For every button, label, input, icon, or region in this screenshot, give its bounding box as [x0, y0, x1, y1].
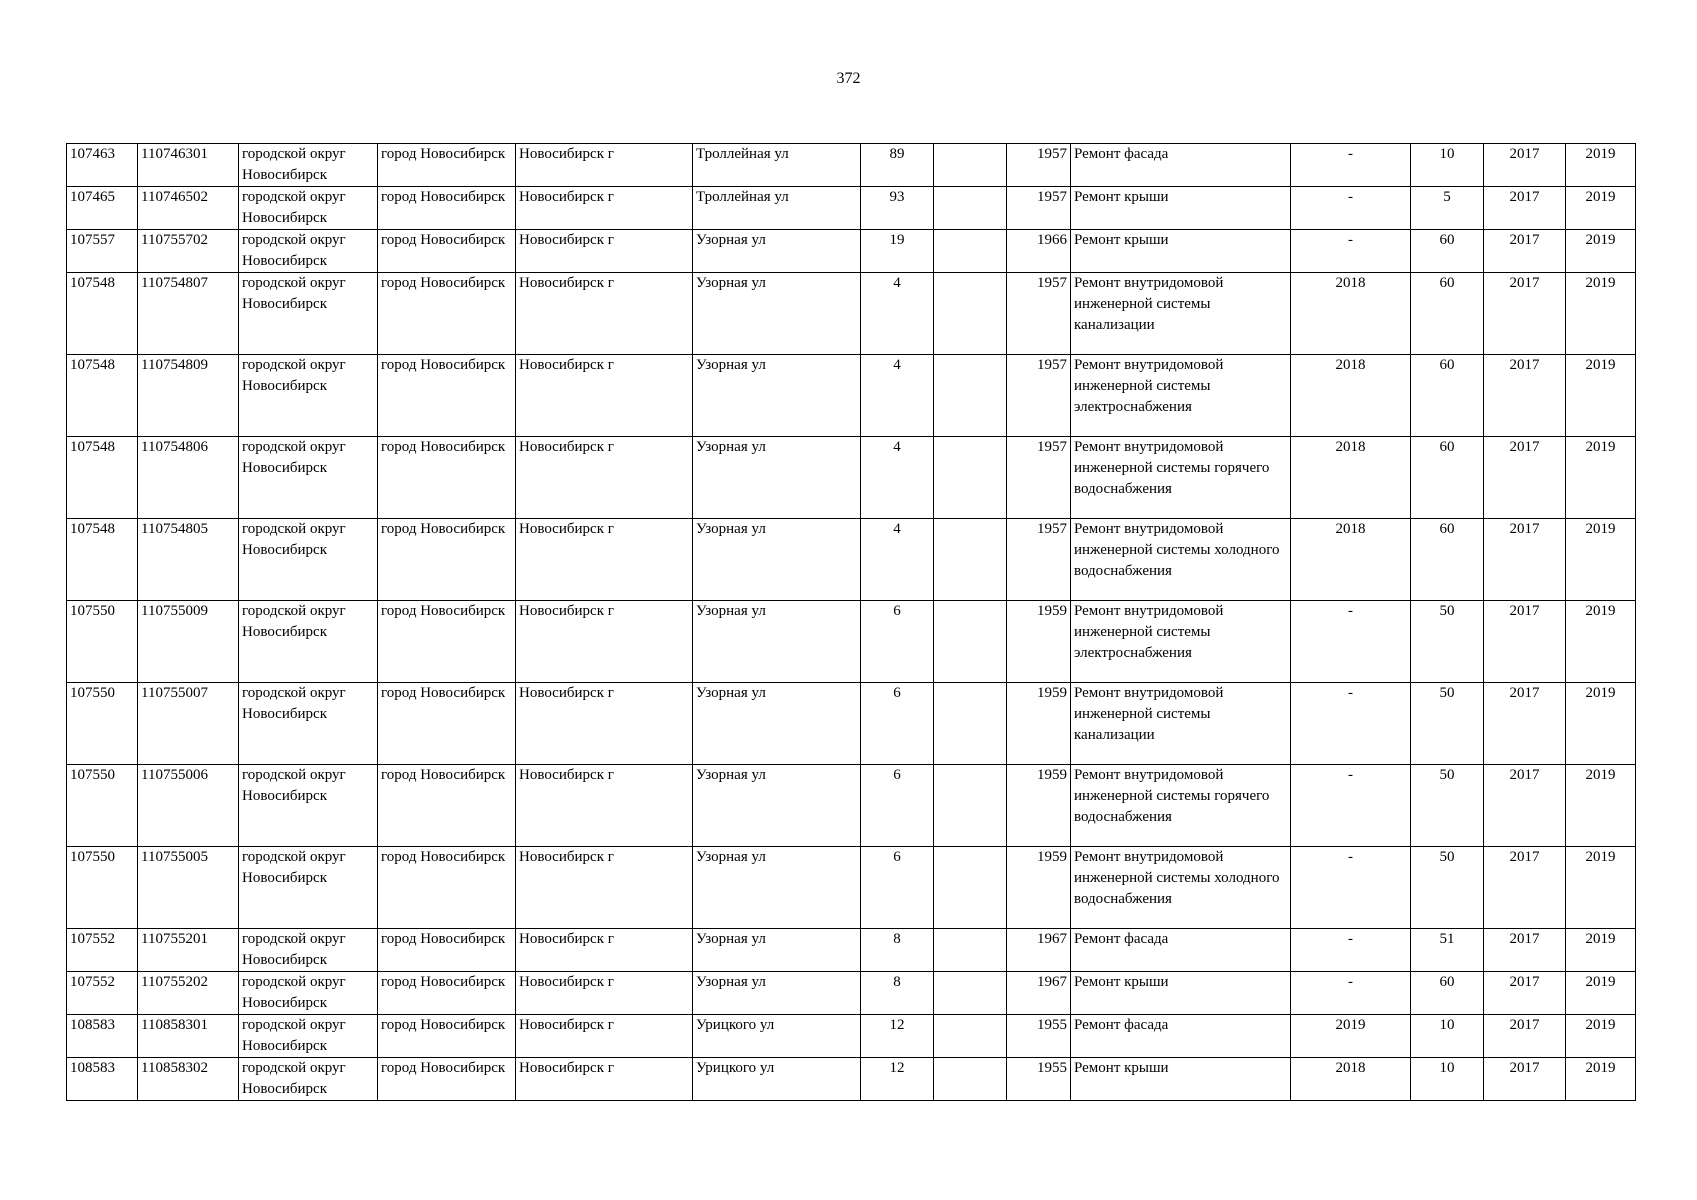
construction-year-cell: 1957	[1007, 519, 1071, 601]
construction-year-cell: 1967	[1007, 929, 1071, 972]
plan-start-year-cell: 2017	[1484, 847, 1566, 929]
construction-year-cell: 1967	[1007, 972, 1071, 1015]
plan-end-year-cell: 2019	[1566, 765, 1636, 847]
table-row	[67, 437, 1636, 519]
work-type-cell: Ремонт внутридомовой инженерной системы электроснабжения	[1071, 601, 1291, 683]
plan-start-year-cell: 2017	[1484, 519, 1566, 601]
settlement-cell: город Новосибирск	[378, 972, 516, 1015]
element-id-cell: 110755009	[138, 601, 239, 683]
house-number-cell: 6	[861, 683, 934, 765]
street-cell: Троллейная ул	[693, 144, 861, 187]
settlement-cell: город Новосибирск	[378, 519, 516, 601]
house-number-cell: 6	[861, 765, 934, 847]
municipal-district-cell: городской округ Новосибирск	[239, 929, 378, 972]
construction-year-cell: 1955	[1007, 1015, 1071, 1058]
settlement-cell: город Новосибирск	[378, 765, 516, 847]
table-row	[67, 273, 1636, 355]
building-id-cell: 107548	[67, 273, 138, 355]
table-row	[67, 144, 1636, 187]
house-number-cell: 8	[861, 972, 934, 1015]
settlement-cell: город Новосибирск	[378, 847, 516, 929]
plan-end-year-cell: 2019	[1566, 144, 1636, 187]
element-id-cell: 110755201	[138, 929, 239, 972]
element-id-cell: 110755006	[138, 765, 239, 847]
element-id-cell: 110755005	[138, 847, 239, 929]
building-block-cell	[934, 230, 1007, 273]
locality-cell: Новосибирск г	[516, 929, 693, 972]
plan-end-year-cell: 2019	[1566, 273, 1636, 355]
building-id-cell: 107550	[67, 847, 138, 929]
settlement-cell: город Новосибирск	[378, 187, 516, 230]
house-number-cell: 4	[861, 273, 934, 355]
building-id-cell: 108583	[67, 1015, 138, 1058]
plan-end-year-cell: 2019	[1566, 230, 1636, 273]
plan-start-year-cell: 2017	[1484, 765, 1566, 847]
element-id-cell: 110755702	[138, 230, 239, 273]
wear-percent-cell: 50	[1411, 847, 1484, 929]
building-block-cell	[934, 437, 1007, 519]
locality-cell: Новосибирск г	[516, 683, 693, 765]
street-cell: Троллейная ул	[693, 187, 861, 230]
plan-end-year-cell: 2019	[1566, 972, 1636, 1015]
municipal-district-cell: городской округ Новосибирск	[239, 601, 378, 683]
element-id-cell: 110755007	[138, 683, 239, 765]
construction-year-cell: 1957	[1007, 437, 1071, 519]
table-row	[67, 519, 1636, 601]
table-row	[67, 601, 1636, 683]
construction-year-cell: 1959	[1007, 683, 1071, 765]
survey-year-cell: -	[1291, 144, 1411, 187]
construction-year-cell: 1957	[1007, 355, 1071, 437]
plan-start-year-cell: 2017	[1484, 683, 1566, 765]
plan-end-year-cell: 2019	[1566, 847, 1636, 929]
house-number-cell: 12	[861, 1015, 934, 1058]
construction-year-cell: 1959	[1007, 847, 1071, 929]
plan-start-year-cell: 2017	[1484, 972, 1566, 1015]
building-block-cell	[934, 765, 1007, 847]
building-id-cell: 107550	[67, 601, 138, 683]
locality-cell: Новосибирск г	[516, 437, 693, 519]
survey-year-cell: -	[1291, 601, 1411, 683]
settlement-cell: город Новосибирск	[378, 1058, 516, 1101]
element-id-cell: 110746502	[138, 187, 239, 230]
survey-year-cell: 2018	[1291, 437, 1411, 519]
construction-year-cell: 1957	[1007, 187, 1071, 230]
municipal-district-cell: городской округ Новосибирск	[239, 847, 378, 929]
settlement-cell: город Новосибирск	[378, 683, 516, 765]
municipal-district-cell: городской округ Новосибирск	[239, 972, 378, 1015]
element-id-cell: 110858301	[138, 1015, 239, 1058]
work-type-cell: Ремонт внутридомовой инженерной системы холодного водоснабжения	[1071, 519, 1291, 601]
survey-year-cell: 2019	[1291, 1015, 1411, 1058]
street-cell: Урицкого ул	[693, 1058, 861, 1101]
locality-cell: Новосибирск г	[516, 601, 693, 683]
building-block-cell	[934, 929, 1007, 972]
street-cell: Узорная ул	[693, 273, 861, 355]
work-type-cell: Ремонт внутридомовой инженерной системы электроснабжения	[1071, 355, 1291, 437]
settlement-cell: город Новосибирск	[378, 437, 516, 519]
plan-end-year-cell: 2019	[1566, 1058, 1636, 1101]
survey-year-cell: 2018	[1291, 355, 1411, 437]
wear-percent-cell: 50	[1411, 601, 1484, 683]
plan-end-year-cell: 2019	[1566, 929, 1636, 972]
table-row	[67, 929, 1636, 972]
table-row	[67, 972, 1636, 1015]
work-type-cell: Ремонт внутридомовой инженерной системы канализации	[1071, 683, 1291, 765]
table-row	[67, 230, 1636, 273]
plan-start-year-cell: 2017	[1484, 187, 1566, 230]
building-id-cell: 107557	[67, 230, 138, 273]
table-body	[67, 144, 1636, 1101]
building-id-cell: 107552	[67, 929, 138, 972]
house-number-cell: 4	[861, 437, 934, 519]
survey-year-cell: -	[1291, 765, 1411, 847]
street-cell: Узорная ул	[693, 683, 861, 765]
wear-percent-cell: 10	[1411, 1058, 1484, 1101]
wear-percent-cell: 60	[1411, 230, 1484, 273]
plan-end-year-cell: 2019	[1566, 1015, 1636, 1058]
construction-year-cell: 1957	[1007, 273, 1071, 355]
municipal-district-cell: городской округ Новосибирск	[239, 437, 378, 519]
building-id-cell: 107463	[67, 144, 138, 187]
building-block-cell	[934, 601, 1007, 683]
survey-year-cell: 2018	[1291, 1058, 1411, 1101]
house-number-cell: 12	[861, 1058, 934, 1101]
wear-percent-cell: 51	[1411, 929, 1484, 972]
element-id-cell: 110858302	[138, 1058, 239, 1101]
table-row	[67, 1015, 1636, 1058]
street-cell: Узорная ул	[693, 765, 861, 847]
plan-start-year-cell: 2017	[1484, 230, 1566, 273]
construction-year-cell: 1957	[1007, 144, 1071, 187]
construction-year-cell: 1966	[1007, 230, 1071, 273]
municipal-district-cell: городской округ Новосибирск	[239, 187, 378, 230]
house-number-cell: 89	[861, 144, 934, 187]
survey-year-cell: -	[1291, 230, 1411, 273]
plan-end-year-cell: 2019	[1566, 355, 1636, 437]
building-block-cell	[934, 273, 1007, 355]
house-number-cell: 8	[861, 929, 934, 972]
wear-percent-cell: 60	[1411, 519, 1484, 601]
plan-end-year-cell: 2019	[1566, 683, 1636, 765]
work-type-cell: Ремонт фасада	[1071, 1015, 1291, 1058]
wear-percent-cell: 5	[1411, 187, 1484, 230]
settlement-cell: город Новосибирск	[378, 273, 516, 355]
building-block-cell	[934, 683, 1007, 765]
table-row	[67, 1058, 1636, 1101]
survey-year-cell: -	[1291, 847, 1411, 929]
locality-cell: Новосибирск г	[516, 1058, 693, 1101]
street-cell: Узорная ул	[693, 972, 861, 1015]
municipal-district-cell: городской округ Новосибирск	[239, 765, 378, 847]
plan-start-year-cell: 2017	[1484, 437, 1566, 519]
street-cell: Узорная ул	[693, 929, 861, 972]
building-id-cell: 107552	[67, 972, 138, 1015]
construction-year-cell: 1959	[1007, 601, 1071, 683]
wear-percent-cell: 50	[1411, 683, 1484, 765]
locality-cell: Новосибирск г	[516, 355, 693, 437]
wear-percent-cell: 60	[1411, 355, 1484, 437]
locality-cell: Новосибирск г	[516, 847, 693, 929]
repair-registry-table	[66, 143, 1636, 1101]
street-cell: Урицкого ул	[693, 1015, 861, 1058]
work-type-cell: Ремонт фасада	[1071, 929, 1291, 972]
plan-end-year-cell: 2019	[1566, 437, 1636, 519]
page-number: 372	[836, 70, 861, 87]
locality-cell: Новосибирск г	[516, 765, 693, 847]
element-id-cell: 110754809	[138, 355, 239, 437]
building-block-cell	[934, 847, 1007, 929]
wear-percent-cell: 60	[1411, 972, 1484, 1015]
locality-cell: Новосибирск г	[516, 1015, 693, 1058]
work-type-cell: Ремонт крыши	[1071, 230, 1291, 273]
locality-cell: Новосибирск г	[516, 273, 693, 355]
work-type-cell: Ремонт внутридомовой инженерной системы канализации	[1071, 273, 1291, 355]
house-number-cell: 4	[861, 355, 934, 437]
construction-year-cell: 1959	[1007, 765, 1071, 847]
locality-cell: Новосибирск г	[516, 230, 693, 273]
plan-end-year-cell: 2019	[1566, 187, 1636, 230]
building-block-cell	[934, 144, 1007, 187]
building-block-cell	[934, 187, 1007, 230]
plan-start-year-cell: 2017	[1484, 1058, 1566, 1101]
work-type-cell: Ремонт внутридомовой инженерной системы холодного водоснабжения	[1071, 847, 1291, 929]
building-id-cell: 107548	[67, 355, 138, 437]
plan-start-year-cell: 2017	[1484, 144, 1566, 187]
street-cell: Узорная ул	[693, 847, 861, 929]
construction-year-cell: 1955	[1007, 1058, 1071, 1101]
plan-start-year-cell: 2017	[1484, 929, 1566, 972]
element-id-cell: 110755202	[138, 972, 239, 1015]
table-row	[67, 355, 1636, 437]
building-id-cell: 107548	[67, 437, 138, 519]
street-cell: Узорная ул	[693, 601, 861, 683]
element-id-cell: 110754807	[138, 273, 239, 355]
house-number-cell: 6	[861, 601, 934, 683]
municipal-district-cell: городской округ Новосибирск	[239, 230, 378, 273]
street-cell: Узорная ул	[693, 355, 861, 437]
element-id-cell: 110754806	[138, 437, 239, 519]
survey-year-cell: -	[1291, 929, 1411, 972]
work-type-cell: Ремонт внутридомовой инженерной системы горячего водоснабжения	[1071, 437, 1291, 519]
wear-percent-cell: 60	[1411, 437, 1484, 519]
municipal-district-cell: городской округ Новосибирск	[239, 519, 378, 601]
wear-percent-cell: 10	[1411, 144, 1484, 187]
plan-start-year-cell: 2017	[1484, 601, 1566, 683]
municipal-district-cell: городской округ Новосибирск	[239, 1015, 378, 1058]
work-type-cell: Ремонт крыши	[1071, 187, 1291, 230]
table-row	[67, 187, 1636, 230]
table-row	[67, 847, 1636, 929]
survey-year-cell: 2018	[1291, 519, 1411, 601]
plan-end-year-cell: 2019	[1566, 519, 1636, 601]
element-id-cell: 110754805	[138, 519, 239, 601]
survey-year-cell: 2018	[1291, 273, 1411, 355]
municipal-district-cell: городской округ Новосибирск	[239, 273, 378, 355]
house-number-cell: 93	[861, 187, 934, 230]
plan-end-year-cell: 2019	[1566, 601, 1636, 683]
wear-percent-cell: 10	[1411, 1015, 1484, 1058]
settlement-cell: город Новосибирск	[378, 230, 516, 273]
municipal-district-cell: городской округ Новосибирск	[239, 683, 378, 765]
work-type-cell: Ремонт фасада	[1071, 144, 1291, 187]
survey-year-cell: -	[1291, 683, 1411, 765]
work-type-cell: Ремонт крыши	[1071, 972, 1291, 1015]
locality-cell: Новосибирск г	[516, 144, 693, 187]
building-id-cell: 107550	[67, 683, 138, 765]
building-block-cell	[934, 355, 1007, 437]
locality-cell: Новосибирск г	[516, 519, 693, 601]
house-number-cell: 6	[861, 847, 934, 929]
locality-cell: Новосибирск г	[516, 972, 693, 1015]
settlement-cell: город Новосибирск	[378, 601, 516, 683]
survey-year-cell: -	[1291, 187, 1411, 230]
table-row	[67, 683, 1636, 765]
municipal-district-cell: городской округ Новосибирск	[239, 1058, 378, 1101]
table-row	[67, 765, 1636, 847]
element-id-cell: 110746301	[138, 144, 239, 187]
wear-percent-cell: 50	[1411, 765, 1484, 847]
municipal-district-cell: городской округ Новосибирск	[239, 355, 378, 437]
settlement-cell: город Новосибирск	[378, 144, 516, 187]
building-id-cell: 107465	[67, 187, 138, 230]
plan-start-year-cell: 2017	[1484, 273, 1566, 355]
building-id-cell: 107550	[67, 765, 138, 847]
building-block-cell	[934, 1015, 1007, 1058]
building-id-cell: 107548	[67, 519, 138, 601]
work-type-cell: Ремонт внутридомовой инженерной системы горячего водоснабжения	[1071, 765, 1291, 847]
settlement-cell: город Новосибирск	[378, 355, 516, 437]
street-cell: Узорная ул	[693, 230, 861, 273]
plan-start-year-cell: 2017	[1484, 355, 1566, 437]
work-type-cell: Ремонт крыши	[1071, 1058, 1291, 1101]
wear-percent-cell: 60	[1411, 273, 1484, 355]
street-cell: Узорная ул	[693, 437, 861, 519]
locality-cell: Новосибирск г	[516, 187, 693, 230]
building-block-cell	[934, 519, 1007, 601]
settlement-cell: город Новосибирск	[378, 1015, 516, 1058]
house-number-cell: 19	[861, 230, 934, 273]
municipal-district-cell: городской округ Новосибирск	[239, 144, 378, 187]
survey-year-cell: -	[1291, 972, 1411, 1015]
building-id-cell: 108583	[67, 1058, 138, 1101]
house-number-cell: 4	[861, 519, 934, 601]
street-cell: Узорная ул	[693, 519, 861, 601]
building-block-cell	[934, 972, 1007, 1015]
settlement-cell: город Новосибирск	[378, 929, 516, 972]
building-block-cell	[934, 1058, 1007, 1101]
plan-start-year-cell: 2017	[1484, 1015, 1566, 1058]
